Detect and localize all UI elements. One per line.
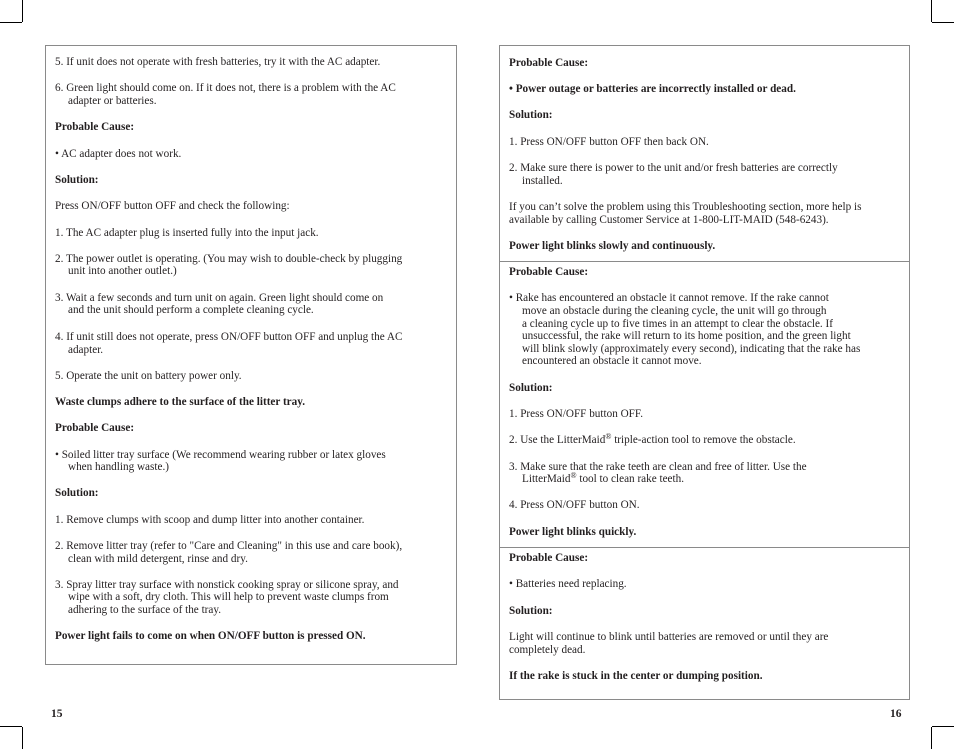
left-item6: 6. Green light should come on. If it does not, there is a problem with the AC bbox=[55, 82, 396, 94]
right-s2-item2-text: 2. Use the LitterMaid bbox=[509, 434, 606, 446]
right-cause2-bullet: move an obstacle during the cleaning cycle, the unit will go through bbox=[522, 305, 827, 317]
right-s2-item2-text: triple-action tool to remove the obstacle. bbox=[611, 434, 796, 446]
section-divider bbox=[499, 261, 910, 262]
left-cause1-bullet: • AC adapter does not work. bbox=[55, 148, 182, 160]
right-s2-item3 bbox=[509, 473, 684, 486]
section-divider bbox=[499, 547, 910, 548]
right-cause3-bullet: • Batteries need replacing. bbox=[509, 578, 627, 590]
right-cause1-bullet: • Power outage or batteries are incorrectly installed or dead. bbox=[509, 83, 796, 95]
left-s2-item1: 1. Remove clumps with scoop and dump litter into another container. bbox=[55, 514, 365, 526]
right-problem3-heading: Power light blinks quickly. bbox=[509, 526, 637, 538]
right-cause2-bullet: • Rake has encountered an obstacle it cannot remove. If the rake cannot bbox=[509, 292, 829, 304]
right-help-text: If you can’t solve the problem using this Troubleshooting section, more help is bbox=[509, 201, 862, 213]
right-help-text: available by calling Customer Service at 1-800-LIT-MAID (548-6243). bbox=[509, 214, 829, 226]
registered-mark: ® bbox=[605, 432, 612, 441]
right-problem2-heading: Power light blinks slowly and continuously. bbox=[509, 240, 716, 252]
right-s1-item1: 1. Press ON/OFF button OFF then back ON. bbox=[509, 136, 709, 148]
crop-mark bbox=[0, 726, 22, 727]
left-s2-item3: 3. Spray litter tray surface with nonstick cooking spray or silicone spray, and bbox=[55, 579, 399, 591]
left-s1-item2: 2. The power outlet is operating. (You may wish to double-check by plugging bbox=[55, 253, 403, 265]
left-problem3-heading: Power light fails to come on when ON/OFF button is pressed ON. bbox=[55, 630, 366, 642]
right-solution3-heading: Solution: bbox=[509, 605, 553, 617]
right-s1-item2: 2. Make sure there is power to the unit and/or fresh batteries are correctly bbox=[509, 162, 838, 174]
right-s2-item3-text: tool to clean rake teeth. bbox=[576, 473, 685, 485]
left-s1-item4: 4. If unit still does not operate, press ON/OFF button OFF and unplug the AC bbox=[55, 331, 403, 343]
right-problem4-heading: If the rake is stuck in the center or dumping position. bbox=[509, 670, 763, 682]
left-s1-item5: 5. Operate the unit on battery power only. bbox=[55, 370, 242, 382]
right-s2-item2 bbox=[509, 434, 796, 447]
crop-mark bbox=[932, 22, 954, 23]
right-cause1-heading: Probable Cause: bbox=[509, 57, 589, 69]
right-cause3-heading: Probable Cause: bbox=[509, 552, 589, 564]
registered-mark: ® bbox=[570, 471, 577, 480]
right-cause2-bullet: unsuccessful, the rake will return to its home position, and the green light bbox=[522, 330, 851, 342]
left-s2-item3: adhering to the surface of the tray. bbox=[68, 604, 222, 616]
left-content-box bbox=[45, 45, 457, 665]
crop-mark bbox=[0, 22, 22, 23]
left-s1-item4: adapter. bbox=[68, 344, 104, 356]
right-cause2-bullet: will blink slowly (approximately every second), indicating that the rake has bbox=[522, 343, 861, 355]
left-s1-item2: unit into another outlet.) bbox=[68, 265, 177, 277]
left-s1-item3: 3. Wait a few seconds and turn unit on again. Green light should come on bbox=[55, 292, 384, 304]
left-solution1-heading: Solution: bbox=[55, 174, 99, 186]
left-s2-item3: wipe with a soft, dry cloth. This will help to prevent waste clumps from bbox=[68, 591, 389, 603]
left-solution2-heading: Solution: bbox=[55, 487, 99, 499]
crop-mark bbox=[22, 0, 23, 22]
left-s1-item3: and the unit should perform a complete cleaning cycle. bbox=[68, 304, 314, 316]
right-s2-item3-text: LitterMaid bbox=[522, 473, 571, 485]
left-cause2-heading: Probable Cause: bbox=[55, 422, 135, 434]
right-solution1-heading: Solution: bbox=[509, 109, 553, 121]
right-cause2-bullet: encountered an obstacle it cannot move. bbox=[522, 355, 702, 367]
right-s2-item4: 4. Press ON/OFF button ON. bbox=[509, 499, 640, 511]
left-s2-item2: 2. Remove litter tray (refer to "Care and Cleaning" in this use and care book), bbox=[55, 540, 403, 552]
right-s1-item2: installed. bbox=[522, 175, 563, 187]
right-s2-item3: 3. Make sure that the rake teeth are clean and free of litter. Use the bbox=[509, 461, 807, 473]
right-s3-text: completely dead. bbox=[509, 644, 586, 656]
left-s1-item1: 1. The AC adapter plug is inserted fully into the input jack. bbox=[55, 227, 319, 239]
left-cause2-bullet: • Soiled litter tray surface (We recommend wearing rubber or latex gloves bbox=[55, 449, 386, 461]
right-cause2-bullet: a cleaning cycle up to five times in an attempt to clear the obstacle. If bbox=[522, 318, 833, 330]
left-item5a: 5. If unit does not operate with fresh batteries, try it with the AC adapter. bbox=[55, 56, 381, 68]
left-s2-item2: clean with mild detergent, rinse and dry. bbox=[68, 553, 248, 565]
page-number-left: 15 bbox=[51, 708, 63, 720]
crop-mark bbox=[931, 0, 932, 22]
left-solution1-intro: Press ON/OFF button OFF and check the following: bbox=[55, 200, 290, 212]
left-cause2-bullet: when handling waste.) bbox=[68, 461, 169, 473]
left-cause1-heading: Probable Cause: bbox=[55, 121, 135, 133]
right-cause2-heading: Probable Cause: bbox=[509, 266, 589, 278]
right-s2-item1: 1. Press ON/OFF button OFF. bbox=[509, 408, 644, 420]
crop-mark bbox=[22, 727, 23, 749]
left-item6: adapter or batteries. bbox=[68, 95, 157, 107]
right-s3-text: Light will continue to blink until batteries are removed or until they are bbox=[509, 631, 829, 643]
left-problem2-heading: Waste clumps adhere to the surface of the litter tray. bbox=[55, 396, 306, 408]
crop-mark bbox=[932, 726, 954, 727]
page-number-right: 16 bbox=[890, 708, 902, 720]
right-solution2-heading: Solution: bbox=[509, 382, 553, 394]
crop-mark bbox=[931, 727, 932, 749]
